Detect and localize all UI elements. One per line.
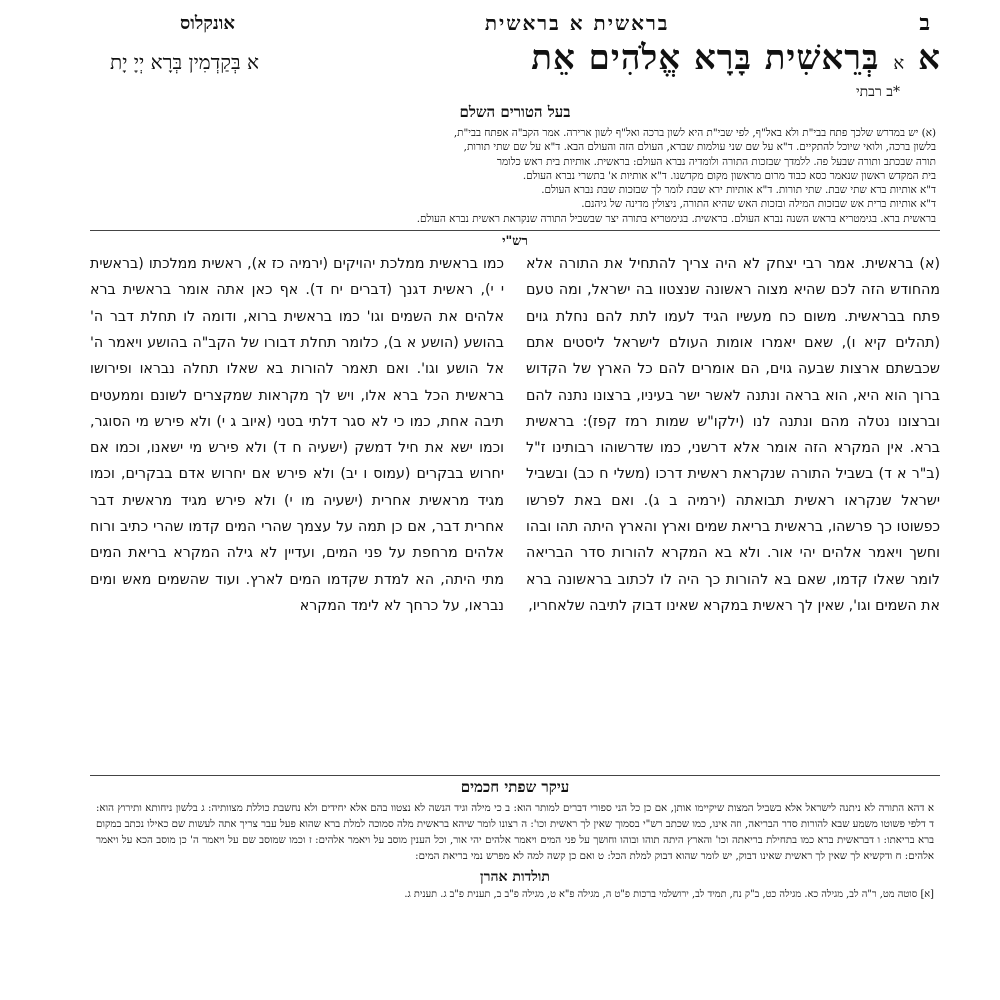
pasuk-row (90, 38, 940, 90)
baal-haturim-line: ד"א אותיות ברית אש שבזכות המילה ובזכות האש שהיא התורה, ניצולין מדינה של גיהנם. (581, 198, 936, 211)
siftei-title: עיקר שפתי חכמים (460, 778, 570, 797)
baal-haturim-line: ד"א אותיות ברא שתי שבת. שתי תורות. ד"א אותיות ירא שבת לומר לך שבזכות שבת נברא העולם. (541, 184, 936, 197)
baal-haturim-title: בעל הטורים השלם (459, 103, 571, 121)
rashi-column-left: כמו בראשית ממלכת יהויקים (ירמיה כז א), ראשית ממלכתו (בראשית י י), ראשית דגנך (דברים יח ד). אף כאן אתה אומר בראשית ברא אלהים את השמים וגו' כמו בראשית ברוא, ודומה לו תחלת דבר ה' בהושע (הושע א ב), כלומר תחלת דבורו של הקב"ה בהושע ויאמר ה' אל הושע וגו'. ואם תאמר להורות בא שאלו תחלה נבראו ופירושו בראשית הכל ברא אלו, ויש לך מקראות שמקצרים לשונם וממעטים תיבה אחת, כמו כי לא סגר דלתי בטני (איוב ג י) ולא פירש מי הסוגר, וכמו ישא את חיל דמשק (ישעיה ח ד) ולא פירש מי ישאנו, וכמו אם יחרוש בבקרים (עמוס ו יב) ולא פירש אם יחרוש אדם בבקרים, וכמו מגיד מראשית אחרית (ישעיה מו י) ולא פירש מגיד מראשית דבר אחרית דבר, אם כן תמה על עצמך שהרי המים קדמו שהרי כתיב ורוח אלהים מרחפת על פני המים, ועדיין לא גילה המקרא בריאת המים מתי היתה, הא למדת שקדמו המים לארץ. ועוד שהשמים מאש ומים נבראו, על כרחך לא לימד המקרא (90, 256, 504, 614)
onkelos-text: א בְּקַדְמִין בְּרָא יְיָ יָת (110, 50, 259, 74)
page-header (90, 8, 940, 38)
verse-number: א (893, 53, 905, 74)
verse-text: בְּרֵאשִׁית בָּרָא אֱלֹהִים אֵת (531, 38, 880, 78)
baal-haturim-line: בלשון ברכה, ולואי שיוכל להתקיים. ד"א על שם שני עולמות שברא, העולם הזה והעולם הבא. ד"א על שם שתי תורות, (463, 141, 936, 154)
running-title: בראשית א בראשית (484, 10, 670, 35)
chapter-letter: א (918, 38, 940, 78)
siftei-chachamim (90, 775, 940, 865)
rashi-column-right: (א) בראשית. אמר רבי יצחק לא היה צריך להתחיל את התורה אלא מהחודש הזה לכם שהיא מצוה ראשונה שנצטוו בה ישראל, ומה טעם פתח בבראשית. משום כח מעשיו הגיד לעמו לתת להם נחלת גוים (תהלים קיא ו), שאם יאמרו אומות העולם לישראל ליסטים אתם שכבשתם ארצות שבעה גוים, הם אומרים להם כל הארץ של הקדוש ברוך הוא היא, הוא בראה ונתנה לאשר ישר בעיניו, ברצונו נתנה להם וברצונו נטלה מהם ונתנה לנו (ילקו"ש שמות רמז קפז): בראשית ברא. אין המקרא הזה אומר אלא דרשני, כמו שדרשוהו רבותינו ז"ל (ב"ר א ד) בשביל התורה שנקראת ראשית דרכו (משלי ח כב) ובשביל ישראל שנקראו ראשית תבואתה (ירמיה ב ג). ואם באת לפרשו כפשוטו כך פרשהו, בראשית בריאת שמים וארץ והארץ היתה תהו ובהו וחשך ויאמר אלהים יהי אור. ולא בא המקרא להורות סדר הבריאה לומר שאלו קדמו, שאם בא להורות כך היה לו לכתוב בראשונה ברא את השמים וגו', שאין לך ראשית במקרא שאינו דבוק לתיבה שלאחריו, (526, 256, 940, 614)
baal-haturim-line: תורה שבכתב ותורה שבעל פה. ללמדך שבזכות התורה ולומדיה נברא העולם: בראשית. אותיות בית ראש כלומר (496, 155, 936, 168)
baal-haturim-line: (א) יש במדרש שלכך פתח בבי"ת ולא באל"ף, לפי שבי"ת היא לשון ברכה ואל"ף לשון ארירה. אמר הקב"ה אפתח בבי"ת, (453, 127, 936, 139)
baal-haturim-line: בית המקדש ראשון שנאמר כסא כבוד מרום מראשון מקום מקדשנו. ד"א אותיות א' בתשרי נברא העולם. (522, 169, 936, 182)
rashi-label: רש"י (502, 234, 528, 250)
toldot-title: תולדות אהרן (480, 869, 550, 886)
footnote-mark: *ב רבתי (855, 84, 900, 100)
toldot-text: [א] סוטה מט, ר"ה לב, מגילה כא. מגילה כט, ב"ק נח, תמיד לב, ירושלמי ברכות פ"ט ה, מגילה פ"א ט, מגילה פ"ב ב, תענית פ"ב ג. תענית ג. (404, 889, 934, 901)
baal-haturim-line: בראשית ברא. בגימטריא בראש השנה נברא העולם. בראשית. בגימטריא בתורה יצר שבשביל התורה שנקראת ראשית נברא העולם. (416, 212, 936, 225)
pasuk-right (531, 38, 940, 78)
page-letter: ב (919, 10, 930, 36)
baal-haturim-text (90, 126, 940, 231)
siftei-text: א דהא התורה לא ניתנה לישראל אלא בשביל המצות שיקיימו אותן, אם כן כל הני ספורי דברים למותר הוא: ב כי מילה וגיד הנשה לא נצטוו בהם אלא יחידים ולא נחשבת כוללת מצוותיה: ג בלשון ניחותא ותירוץ הוא: ד דלפי פשוטו משמע שבא להורות סדר הבריאה, וזה אינו, כמו שכתב רש"י בסמוך שאין לך ראשית וכו': ה רצונו לומר שיהא בראשית מלה סמוכה למלת ברא שהוא פעל עבר צריך אתה לעשות שם כאילו נכתב במקום ברא בריאתו: ו דבראשית ברא כמו בתחילת בריאתה וכו' והארץ היתה תוהו ובוהו וחושך על פני המים ויאמר אלהים יהי אור, וכל הענין מוסב על ויאמר אלהים: ז וכמו שמוסב שם על ויאמר ה' כן מוסב הכא על ויאמר אלהים: ח ודקשיא לך שאין לך ראשית שאינו דבוק, יש לומר שהוא דבוק למלת הכל: ט ואם כן קשה למה לא מפרש נמי בריאת המים: (96, 803, 934, 863)
rashi-columns (90, 251, 940, 771)
onkelos-label: אונקלוס (180, 12, 235, 34)
